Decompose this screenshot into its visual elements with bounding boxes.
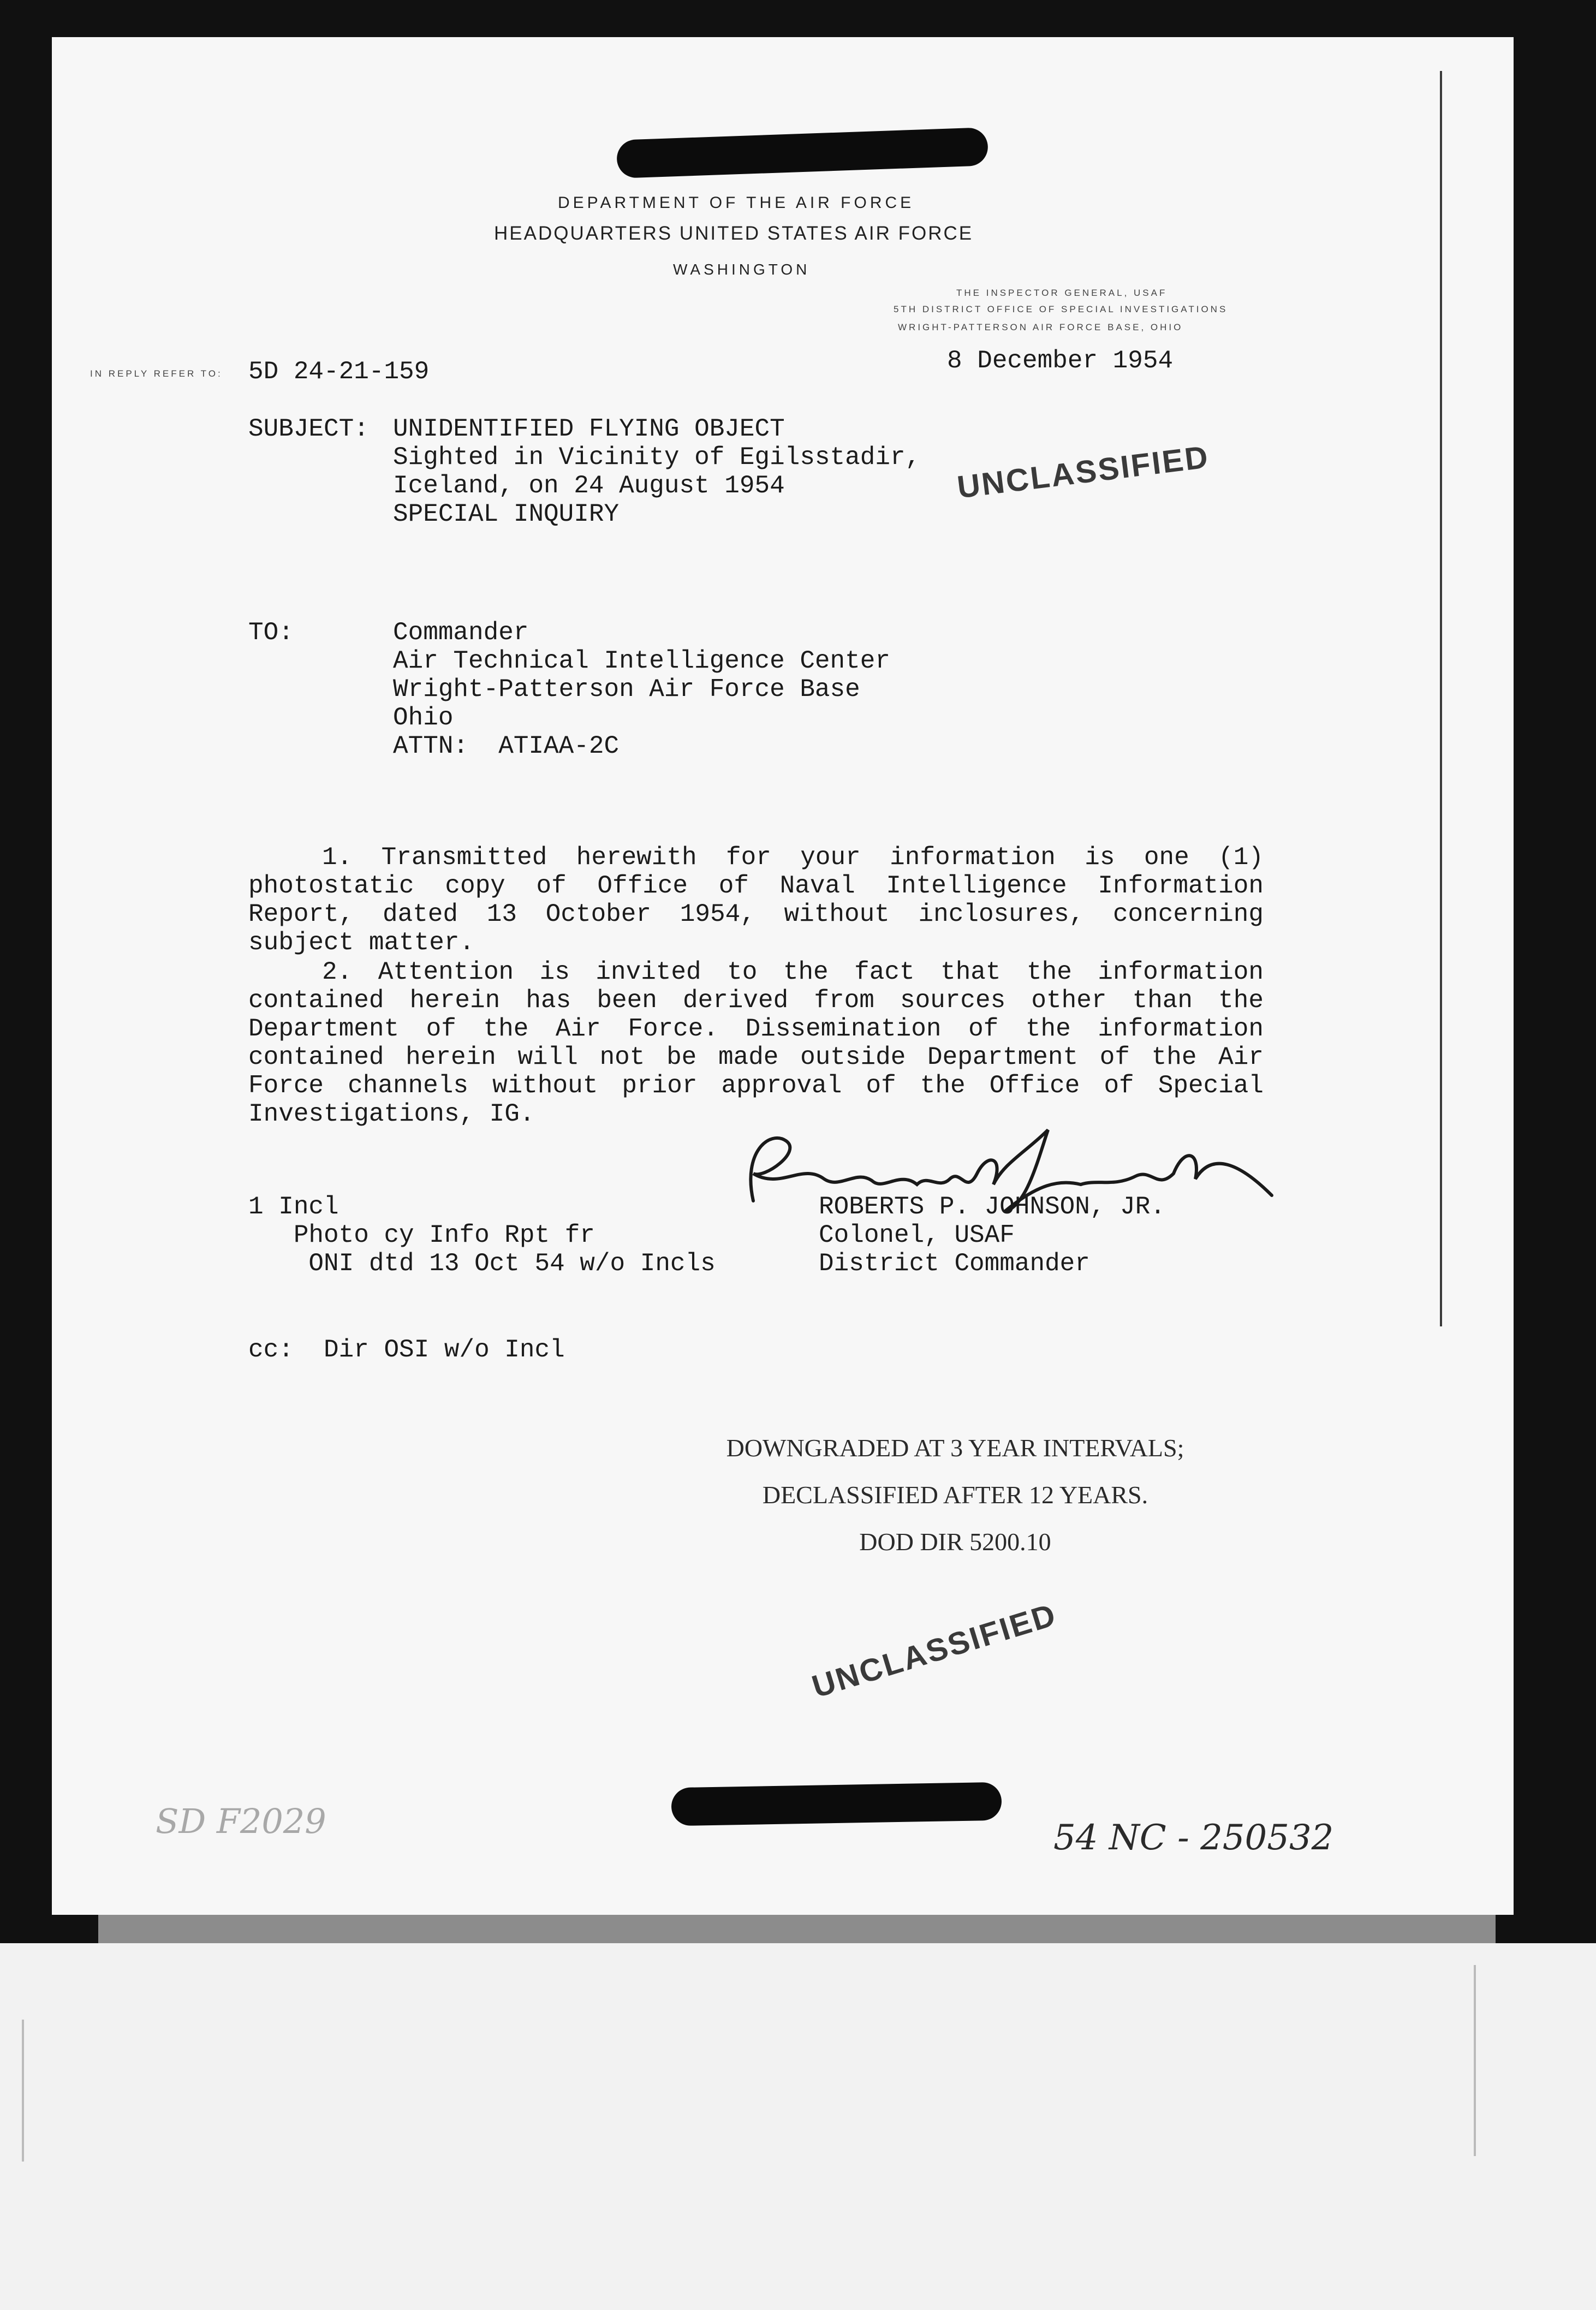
subject-line: UNIDENTIFIED FLYING OBJECT: [393, 415, 785, 443]
body-paragraph-2: 2. Attention is invited to the fact that the information contained herein has been derived from sources other than the Department of the Air Force. Dissemination of the information contained herein will not be made outside Department of the Air Force channels without prior approval of the Office of Special Investigations, IG.: [248, 958, 1264, 1128]
subject-line: Iceland, on 24 August 1954: [393, 472, 785, 500]
body-paragraph-1: 1. Transmitted herewith for your information is one (1) photostatic copy of Office of Naval Intelligence Information Report, dated 13 October 1954, without inclosures, concerning subject matter.: [248, 843, 1264, 957]
blank-backing-area: [0, 1943, 1596, 2310]
downgrade-line: DOWNGRADED AT 3 YEAR INTERVALS;: [726, 1434, 1184, 1462]
page-edge-line: [1440, 71, 1442, 1326]
enclosure-line: Photo cy Info Rpt fr: [248, 1221, 595, 1249]
subject-line: Sighted in Vicinity of Egilsstadir,: [393, 443, 921, 472]
enclosure-line: 1 Incl: [248, 1193, 339, 1221]
to-line: Wright-Patterson Air Force Base: [393, 675, 860, 704]
subject-label: SUBJECT:: [248, 415, 369, 443]
office-line-2: 5TH DISTRICT OFFICE OF SPECIAL INVESTIGATIONS: [894, 304, 1228, 314]
to-line: Ohio: [393, 704, 454, 732]
ref-number: 5D 24-21-159: [248, 358, 430, 386]
redaction-bar-bottom: [671, 1782, 1002, 1826]
to-line: Air Technical Intelligence Center: [393, 647, 890, 675]
signer-title: District Commander: [819, 1249, 1090, 1278]
unclassified-stamp-top: UNCLASSIFIED: [955, 439, 1212, 505]
cc-line: cc: Dir OSI w/o Incl: [248, 1336, 565, 1364]
faint-mark: [1474, 1965, 1476, 2156]
letter-date: 8 December 1954: [947, 347, 1174, 375]
downgrade-line: DECLASSIFIED AFTER 12 YEARS.: [762, 1481, 1148, 1509]
to-line: Commander: [393, 618, 529, 647]
ref-label: IN REPLY REFER TO:: [90, 368, 223, 379]
unclassified-stamp-bottom: UNCLASSIFIED: [808, 1597, 1061, 1705]
enclosure-line: ONI dtd 13 Oct 54 w/o Incls: [248, 1249, 716, 1278]
office-line-1: THE INSPECTOR GENERAL, USAF: [956, 288, 1168, 298]
signer-name: ROBERTS P. JOHNSON, JR.: [819, 1193, 1165, 1221]
signer-rank: Colonel, USAF: [819, 1221, 1015, 1249]
letterhead-city: WASHINGTON: [673, 261, 811, 278]
to-line: ATTN: ATIAA-2C: [393, 732, 620, 760]
office-line-3: WRIGHT-PATTERSON AIR FORCE BASE, OHIO: [898, 322, 1183, 332]
subject-line: SPECIAL INQUIRY: [393, 500, 620, 528]
handwritten-file-number-left: SD F2029: [156, 1801, 326, 1841]
letterhead-hq: HEADQUARTERS UNITED STATES AIR FORCE: [494, 223, 974, 244]
handwritten-file-number-right: 54 NC - 250532: [1053, 1818, 1334, 1858]
downgrade-stamp: [682, 1415, 1228, 1565]
faint-mark: [22, 2020, 24, 2162]
to-label: TO:: [248, 618, 294, 647]
downgrade-line: DOD DIR 5200.10: [859, 1528, 1051, 1556]
letterhead-dept: DEPARTMENT OF THE AIR FORCE: [558, 194, 915, 212]
